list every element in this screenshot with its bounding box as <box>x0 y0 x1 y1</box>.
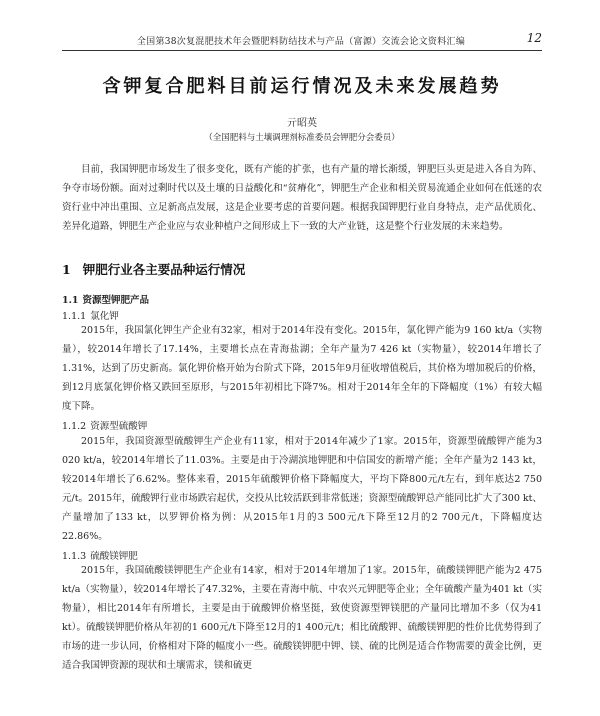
subsubsection-heading <box>62 418 542 432</box>
body-paragraph: 2015年，我国氯化钾生产企业有32家，相对于2014年没有变化。2015年，氯化钾产能为9 160 kt/a（实物量），较2014年增长了17.14%，主要增长点在青海盐湖；全年产量为7 426 kt（实物量），较2014年增长了1.31%，达到了历史新高。氯化钾价格开始为台阶式下降，2015年9月征收增值税后，其价格为增加税后的价格，到12月底氯化钾价格又跌回至原形，与2015年初相比下降7%。相对于2014年全年的下降幅度（1%）有较大幅度下降。 <box>62 325 542 412</box>
subsubsection-title: 氯化钾 <box>90 311 119 322</box>
subsection-title: 资源型钾肥产品 <box>82 295 150 306</box>
abstract-paragraph: 目前，我国钾肥市场发生了很多变化，既有产能的扩张，也有产量的增长渐缓，钾肥巨头更是进入各自为阵、争夺市场份额。面对过剩时代以及土壤的日益酸化和“贫瘠化”，钾肥生产企业和相关贸易流通企业如何在低迷的农资行业中冲出重围、立足新高点发展，这是企业要考虑的首要问题。根据我国钾肥行业自身特点，走产品优质化、差异化道路，钾肥生产企业应与农业种植户之间形成上下一致的大产业链，这是整个行业发展的未来趋势。 <box>62 164 542 232</box>
page-number: 12 <box>526 31 542 45</box>
body-paragraph: 2015年，我国资源型硫酸钾生产企业有11家，相对于2014年减少了1家。2015年，资源型硫酸钾产能为3 020 kt/a，较2014年增长了11.03%。主要是由于冷湖滨地钾肥和中信国安的新增产能；全年产量为2 143 kt，较2014年增长了6.62%。整体来看，2015年硫酸钾价格下降幅度大，平均下降800元/t左右，到年底达2 750元/t。2015年，硫酸钾行业市场跌宕起伏，交投从比较活跃到非常低迷；资源型硫酸钾总产能同比扩大了300 kt、产量增加了133 kt，以罗钾价格为例：从2015年1月的3 500元/t下降至12月的2 700元/t，下降幅度达22.86%。 <box>62 436 542 542</box>
body-paragraph: 2015年，我国硫酸镁钾肥生产企业有14家，相对于2014年增加了1家。2015年，硫酸镁钾肥产能为2 475 kt/a（实物量），较2014年增长了47.32%，主要在青海中航、中农兴元钾肥等企业；全年硫酸产量为401 kt（实物量），相比2014年有所增长，主要是由于硫酸钾价格坚挺，致使资源型钾镁肥的产量同比增加不多（仅为41 kt）。硫酸镁钾肥价格从年初的1 600元/t下降至12月的1 400元/t；相比硫酸钾、硫酸镁钾肥的性价比优势得到了市场的进一步认同，价格相对下降的幅度小一些。硫酸镁钾肥中钾、镁、硫的比例是适合作物需要的黄金比例，更适合我国钾资源的现状和土壤需求，镁和硫更 <box>62 565 542 671</box>
header-rule <box>62 50 542 51</box>
author-name: 亓昭英 <box>287 118 317 129</box>
article-title: 含钾复合肥料目前运行情况及未来发展趋势 <box>102 76 502 97</box>
section-title: 钾肥行业各主要品种运行情况 <box>82 262 246 277</box>
subsection-number: 1.1 <box>62 295 79 306</box>
running-header: 全国第38次复混肥技术年会暨肥料防结技术与产品（富源）交流会论文资料汇编 <box>136 37 466 47</box>
author-affiliation: （全国肥料与土壤调理剂标准委员会钾肥分会委员） <box>204 133 400 143</box>
subsubsection-heading <box>62 308 542 322</box>
section-number: 1 <box>62 262 71 277</box>
section-heading <box>62 260 542 278</box>
subsubsection-heading <box>62 548 542 562</box>
subsubsection-title: 硫酸镁钾肥 <box>90 551 138 562</box>
subsubsection-number: 1.1.1 <box>62 311 87 322</box>
subsection-heading <box>62 292 542 306</box>
subsubsection-title: 资源型硫酸钾 <box>90 421 148 432</box>
subsubsection-number: 1.1.3 <box>62 551 87 562</box>
subsubsection-number: 1.1.2 <box>62 421 87 432</box>
